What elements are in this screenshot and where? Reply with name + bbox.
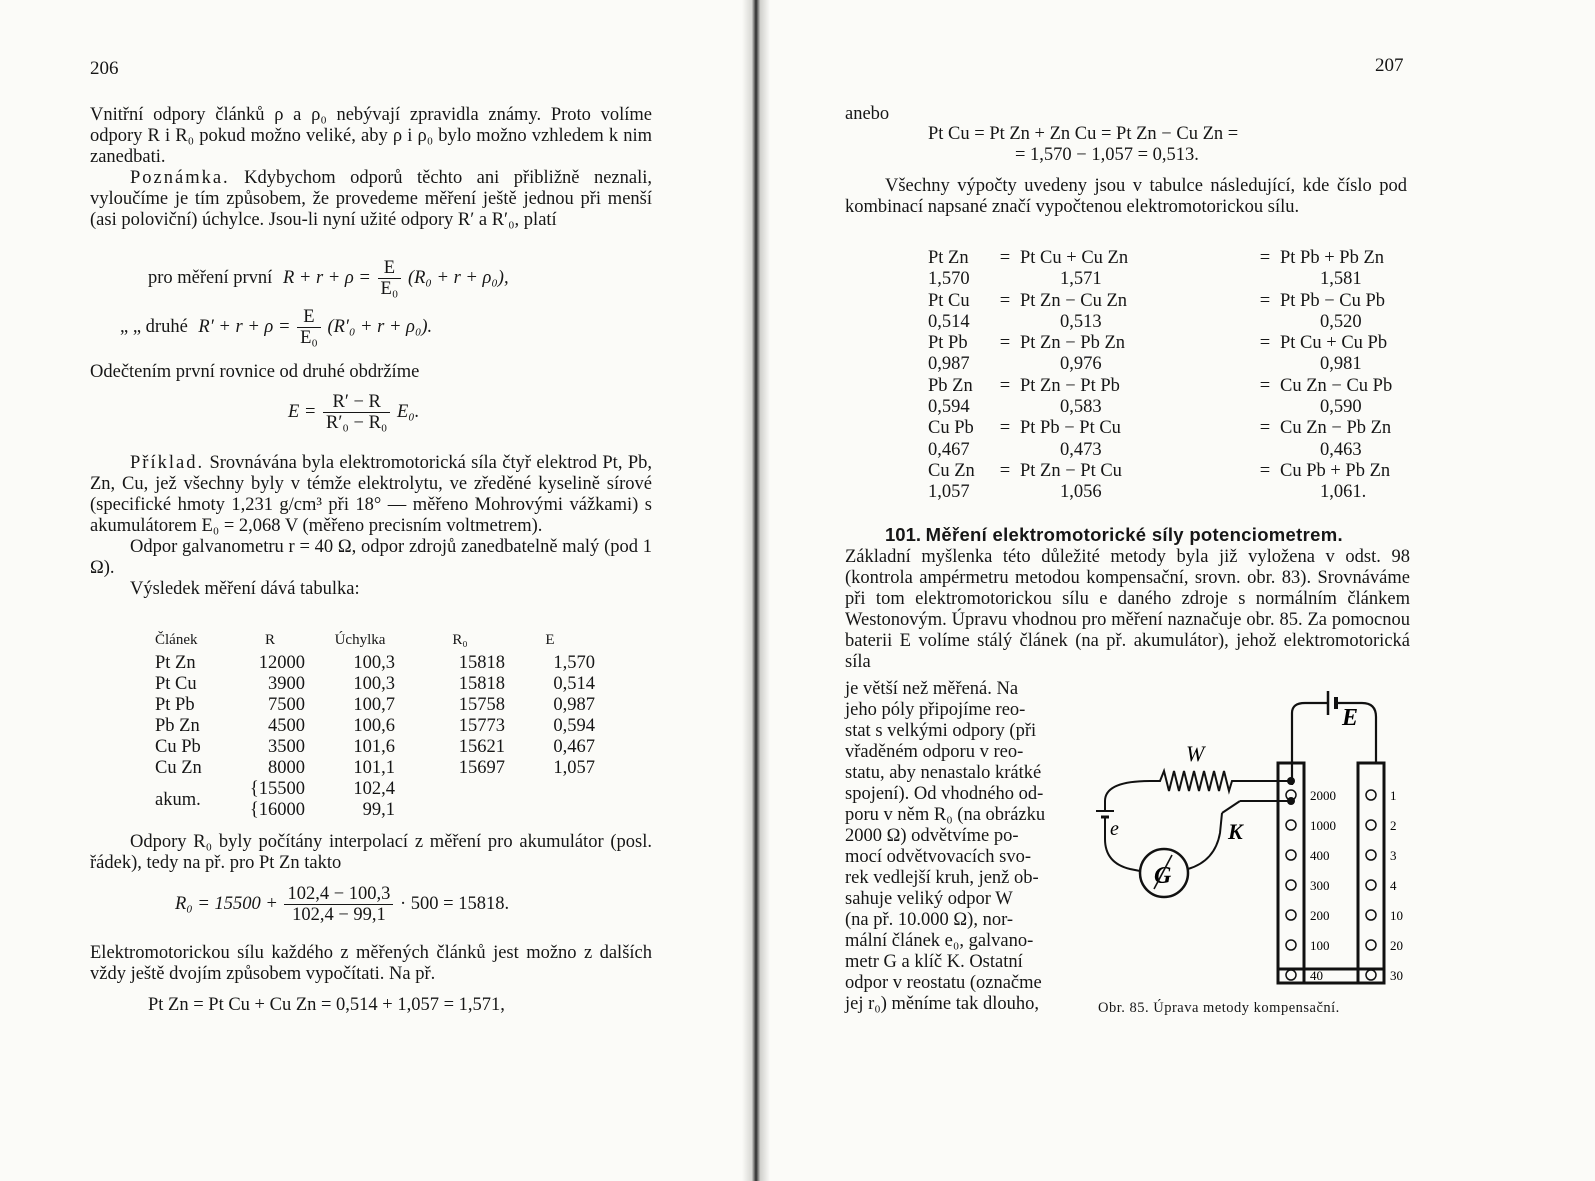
emf-equation-row: [928, 418, 1470, 439]
wrap-lines: [845, 679, 1095, 1015]
eq2-fraction: [297, 307, 321, 348]
header-cell: Článek: [155, 632, 198, 648]
emf-cell: =: [1259, 248, 1271, 268]
rheostat-stud-right: [1366, 940, 1376, 950]
wrap-text-line: stat s velkými odpory (při: [845, 721, 1037, 741]
left-intro-paragraph: [90, 105, 652, 231]
equation-ptzn: Pt Zn = Pt Cu + Cu Zn = 0,514 + 1,057 = 1,571,: [148, 995, 505, 1015]
emf-cell: Pt Pb: [928, 333, 968, 354]
rheostat-label-right: 30: [1390, 968, 1403, 983]
emf-value-row: [928, 440, 1470, 461]
rheostat-stud-right: [1366, 850, 1376, 860]
label-e: e: [1110, 818, 1119, 840]
rheostat-stud-right: [1366, 820, 1376, 830]
emf-cell: 0,594: [928, 397, 970, 418]
resistor-W: [1150, 771, 1290, 791]
header-cell: E: [545, 632, 555, 648]
example-paragraph: [90, 453, 652, 600]
table-cell: 15818: [458, 653, 505, 673]
emf-cell: =: [1259, 460, 1271, 481]
table-row: [155, 716, 595, 737]
rheostat-label-right: 20: [1390, 938, 1403, 953]
eq1-numerator: E: [378, 258, 402, 279]
table-cell: 15758: [458, 695, 505, 715]
eq1-fraction: [378, 258, 402, 299]
akum-label: akum.: [155, 789, 201, 810]
table-row: [155, 674, 595, 695]
rheostat-stud-right: [1366, 790, 1376, 800]
table-cell: 15773: [458, 716, 505, 736]
emf-cell: 1,571: [1060, 269, 1102, 290]
all-calc-paragraph: [845, 176, 1407, 218]
tap-point-2: [1287, 797, 1295, 805]
emf-equation-row: [928, 376, 1470, 397]
emf-value-row: [928, 354, 1470, 375]
emf-combination-table: [928, 248, 1470, 504]
wrap-text-column: [845, 679, 1095, 1015]
table-cell: 0,514: [553, 674, 595, 694]
emf-equation-row: [928, 333, 1470, 354]
emf-cell: 1,057: [928, 482, 970, 503]
measurement-table-header: [155, 632, 595, 653]
emf-cell: 0,467: [928, 439, 970, 460]
emf-cell: =: [999, 375, 1011, 396]
interpolation-text: Odpory R₀ byly počítány interpolací z měření pro akumulátor (posl. řádek), tedy na př. pro Pt Zn takto: [90, 832, 652, 873]
emf-cell: Pt Cu: [928, 290, 970, 311]
emf-cell: 0,520: [1320, 311, 1362, 332]
wrap-text-line: metr G a klíč K. Ostatní: [845, 952, 1023, 972]
table-cell: 15621: [458, 737, 505, 757]
table-cell: 15818: [458, 674, 505, 694]
emf-cell: Pt Zn − Pb Zn: [1020, 333, 1126, 354]
table-cell: 15697: [458, 758, 505, 778]
table-cell: 0,987: [553, 695, 595, 715]
emf-cell: 0,590: [1320, 397, 1362, 418]
eq2-lhs: R′ + r + ρ =: [198, 316, 291, 337]
emf-cell: 1,056: [1060, 482, 1102, 503]
table-cell: Pt Zn: [155, 653, 196, 673]
wrap-text-line: jeho póly připojíme reo-: [845, 700, 1026, 720]
rheostat-stud-left: [1286, 910, 1296, 920]
table-cell: Pt Cu: [155, 674, 197, 694]
emf-cell: 0,473: [1060, 439, 1102, 460]
emf-cell: Cu Zn − Cu Pb: [1280, 375, 1393, 396]
emf-cell: Pb Zn: [928, 375, 973, 396]
eq2-rhs: (R′₀ + r + ρ₀).: [327, 316, 433, 337]
table-cell: Pt Pb: [155, 695, 195, 715]
wrap-text-line: sahuje veliký odpor W: [845, 889, 1013, 909]
wrap-text-line: 2000 Ω) odvětvíme po-: [845, 826, 1019, 846]
emf-cell: Pt Pb − Cu Pb: [1280, 290, 1386, 311]
wrap-text-line: jej r₀) měníme tak dlouho,: [845, 994, 1039, 1014]
table-cell: 12000: [258, 653, 305, 673]
emf-cell: [990, 269, 1020, 290]
emf-cell: Pt Cu + Cu Pb: [1280, 333, 1388, 354]
figure-85-circuit: [1090, 683, 1420, 993]
wrap-text-line: poru v něm R₀ (na obrázku: [845, 805, 1046, 825]
emf-cell: 1,570: [928, 269, 970, 290]
measurement-table: [155, 632, 595, 821]
header-cell: R₀: [452, 632, 468, 648]
eq1-lhs: R + r + ρ =: [282, 267, 371, 288]
wrap-text-line: statu, aby nenastalo krátké: [845, 763, 1042, 783]
emf-cell: [990, 312, 1020, 333]
emf-cell: Pt Cu + Cu Zn: [1020, 248, 1129, 268]
table-cell: {15500: [249, 779, 305, 799]
eq4-numerator: 102,4 − 100,3: [284, 884, 393, 905]
equation-ptcu-line2: = 1,570 − 1,057 = 0,513.: [1015, 145, 1199, 165]
table-cell: 4500: [268, 716, 305, 736]
emf-cell: [990, 397, 1020, 418]
emf-cell: Cu Pb: [928, 418, 974, 439]
emf-cell: Cu Zn: [928, 460, 975, 481]
wrap-text-line: mální článek e₀, galvano-: [845, 931, 1034, 951]
emf-equation-row: [928, 461, 1470, 482]
emf-cell: 0,514: [928, 311, 970, 332]
eq2-denominator: E₀: [300, 328, 318, 348]
emf-cell: [1250, 482, 1280, 503]
table-row: [155, 758, 595, 779]
table-cell: 7500: [268, 695, 305, 715]
emf-cell: 0,463: [1320, 439, 1362, 460]
emf-cell: =: [999, 248, 1011, 268]
wrap-text-line: mocí odvětvovacích svo-: [845, 847, 1031, 867]
rheostat-stud-left: [1286, 850, 1296, 860]
emf-value-row: [928, 482, 1470, 503]
eq4-rhs: · 500 = 15818.: [400, 893, 510, 914]
label-E: E: [1342, 705, 1359, 731]
example-label: Příklad.: [130, 453, 205, 473]
section-101: [845, 524, 1410, 673]
tap-point-1: [1287, 777, 1295, 785]
emf-cell: Pt Zn − Pt Pb: [1020, 375, 1120, 396]
emf-cell: Pt Zn: [928, 248, 969, 268]
wrap-text-line: vřaděném odporu v reo-: [845, 742, 1024, 762]
emf-value-row: [928, 312, 1470, 333]
eq4-denominator: 102,4 − 99,1: [292, 905, 386, 925]
rheostat-label-left: 2000: [1310, 788, 1336, 803]
eq1-prefix: pro měření první: [148, 267, 273, 288]
table-cell: Cu Zn: [155, 758, 202, 778]
wrap-text-line: je větší než měřená. Na: [845, 679, 1019, 699]
eq3-numerator: R′ − R: [323, 392, 390, 413]
emf-table-body: [928, 248, 1470, 504]
interpolation-paragraph: [90, 832, 652, 874]
table-row: [155, 653, 595, 674]
table-cell: 100,3: [353, 674, 395, 694]
table-cell: 3500: [268, 737, 305, 757]
emf-cell: Pt Zn − Cu Zn: [1020, 290, 1128, 311]
rheostat-label-right: 4: [1390, 878, 1397, 893]
emf-cell: [1250, 397, 1280, 418]
wire-battery-left: [1292, 703, 1328, 785]
emf-cell: 1,581: [1320, 269, 1362, 290]
table-cell: 101,1: [353, 758, 395, 778]
subtract-line: [90, 362, 652, 383]
eq4-fraction: [284, 884, 393, 925]
galvanometer-text: Odpor galvanometru r = 40 Ω, odpor zdrojů zanedbatelně malý (pod 1 Ω).: [90, 537, 652, 578]
note-text: Kdybychom odporů těchto ani přibližně neznali, vyloučíme je tím způsobem, že provedeme měření ještě jednou při menší (asi poloviční) úchylce. Jsou-li nyní užité odpory R′ a R′₀, platí: [90, 168, 653, 230]
emf-cell: [1250, 269, 1280, 290]
emf-cell: Pt Pb + Pb Zn: [1280, 248, 1384, 268]
equation-ptcu-line1: Pt Cu = Pt Zn + Zn Cu = Pt Zn − Cu Zn =: [928, 124, 1239, 144]
rheostat-label-left: 400: [1310, 848, 1330, 863]
rheostat-label-left: 200: [1310, 908, 1330, 923]
label-W: W: [1186, 741, 1205, 766]
subtract-text: Odečtením první rovnice od druhé obdržíme: [90, 362, 420, 382]
table-cell: 102,4: [353, 779, 395, 799]
table-cell: 3900: [268, 674, 305, 694]
rheostat-label-right: 1: [1390, 788, 1397, 803]
table-row-akum: [155, 779, 595, 800]
table-cell: 100,3: [353, 653, 395, 673]
note-label: Poznámka.: [130, 168, 230, 188]
emf-cell: [990, 354, 1020, 375]
label-K: K: [1228, 819, 1243, 844]
rheostat-stud-left: [1286, 820, 1296, 830]
emf-cell: [1250, 354, 1280, 375]
emf-cell: 0,987: [928, 354, 970, 375]
emf-cell: Pt Zn − Pt Cu: [1020, 460, 1122, 481]
anebo-text: anebo: [845, 104, 890, 124]
eq1-denominator: E₀: [380, 279, 399, 299]
emf-cell: =: [999, 418, 1011, 439]
table-cell: 99,1: [362, 800, 395, 820]
emf-cell: =: [1259, 333, 1271, 354]
rheostat-stud-right: [1366, 970, 1376, 980]
wire-G-to-K: [1188, 813, 1222, 869]
emf-equation-row: [928, 291, 1470, 312]
rheostat-stud-right: [1366, 910, 1376, 920]
emf-cell: 0,583: [1060, 397, 1102, 418]
rheostat-stud-right: [1366, 880, 1376, 890]
table-cell: 0,467: [553, 737, 595, 757]
emf-cell: Cu Pb + Pb Zn: [1280, 460, 1391, 481]
table-cell: 100,7: [353, 695, 395, 715]
emf-cell: [990, 482, 1020, 503]
eq4-lhs: R₀ = 15500 +: [175, 893, 278, 914]
emf-cell: =: [999, 290, 1011, 311]
rheostat-label-right: 3: [1390, 848, 1397, 863]
table-cell: 1,057: [553, 758, 595, 778]
eq3-rhs: E₀.: [396, 401, 420, 422]
wrap-text-line: spojení). Od vhodného od-: [845, 784, 1044, 804]
key-K-lever: [1222, 801, 1240, 813]
emf-cell: [1250, 312, 1280, 333]
eq2-prefix: „ „ druhé: [120, 316, 188, 337]
table-row: [155, 737, 595, 758]
rheostat-label-right: 2: [1390, 818, 1397, 833]
figure-caption: Obr. 85. Úprava metody kompensační.: [1098, 1000, 1340, 1016]
label-G: G: [1154, 863, 1172, 889]
emf-value-row: [928, 269, 1470, 290]
emf-paragraph: [90, 943, 652, 985]
table-cell: Cu Pb: [155, 737, 201, 757]
equation-interpolation: [175, 884, 509, 925]
eq3-denominator: R′₀ − R₀: [326, 413, 388, 433]
rheostat-label-left: 300: [1310, 878, 1330, 893]
example-text: Srovnávána byla elektromotorická síla čtyř elektrod Pt, Pb, Zn, Cu, jež všechny byly v témže elektrolytu, ve zředěné kyselině sírové (specifické hmoty 1,231 g/cm³ při 18° — měřeno Mohrovými vážkami) s akumulátorem E₀ = 2,068 V (měřeno precisním voltmetrem).: [90, 453, 652, 536]
rheostat-label-left: 40: [1310, 968, 1323, 983]
emf-cell: =: [1259, 375, 1271, 396]
emf-cell: =: [999, 460, 1011, 481]
emf-cell: =: [1259, 290, 1271, 311]
equation-result: [288, 392, 419, 433]
table-row: [155, 695, 595, 716]
example-text-block: [90, 453, 652, 537]
left-page-number: 206: [90, 58, 119, 79]
emf-text: Elektromotorickou sílu každého z měřených článků jest možno z dalších vždy ještě dvojím způsobem vypočítati. Na př.: [90, 943, 652, 984]
wrap-text-line: (na př. 10.000 Ω), nor-: [845, 910, 1014, 930]
rheostat-label-right: 10: [1390, 908, 1403, 923]
note-paragraph: [90, 168, 652, 231]
emf-cell: Pt Pb − Pt Cu: [1020, 418, 1121, 439]
eq3-fraction: [323, 392, 390, 433]
all-calc-text: Všechny výpočty uvedeny jsou v tabulce následující, kde číslo pod kombinací napsané značí vypočtenou elektromotorickou sílu.: [845, 176, 1407, 217]
right-page-number: 207: [1375, 55, 1404, 76]
table-cell: 8000: [268, 758, 305, 778]
section-heading: [845, 524, 1410, 547]
emf-cell: [1250, 440, 1280, 461]
section-text: Základní myšlenka této důležité metody byla již vyložena v odst. 98 (kontrola ampérmetru metodou kompensační, srovn. obr. 83). Srovnáváme při tom elektromotorickou sílu e daného zdroje s normálním článkem Westonovým. Úpravu vhodnou pro měření naznačuje obr. 85. Za pomocnou baterii E volíme stálý článek (na př. akumulátor), jehož elektromotorická síla: [845, 547, 1410, 672]
rheostat-label-left: 100: [1310, 938, 1330, 953]
wrap-text-line: rek vedlejší kruh, jenž ob-: [845, 868, 1039, 888]
book-gutter: [742, 0, 770, 1181]
result-text: Výsledek měření dává tabulka:: [130, 579, 360, 599]
rheostat-label-left: 1000: [1310, 818, 1336, 833]
emf-cell: 0,513: [1060, 311, 1102, 332]
header-cell: R: [264, 632, 275, 648]
emf-value-row: [928, 397, 1470, 418]
emf-cell: 1,061.: [1320, 482, 1367, 503]
rheostat-stud-left: [1286, 880, 1296, 890]
section-number: 101.: [885, 524, 922, 545]
paragraph-internal-resistance: Vnitřní odpory článků ρ a ρ₀ nebývají zpravidla známy. Proto volíme odpory R i R₀ pokud možno veliké, aby ρ i ρ₀ bylo možno vzhledem k nim zanedbati.: [90, 105, 652, 167]
table-cell: Pb Zn: [155, 716, 200, 736]
table-cell: 0,594: [553, 716, 595, 736]
emf-cell: 0,981: [1320, 354, 1362, 375]
rheostat-stud-left: [1286, 940, 1296, 950]
emf-cell: Cu Zn − Pb Zn: [1280, 418, 1392, 439]
equation-first-measurement: [148, 258, 509, 299]
wire-W-left: [1105, 781, 1150, 811]
table-cell: {16000: [249, 800, 305, 820]
eq1-rhs: (R₀ + r + ρ₀),: [407, 267, 509, 288]
emf-cell: 0,976: [1060, 354, 1102, 375]
eq2-numerator: E: [297, 307, 321, 328]
eq3-lhs: E =: [288, 401, 317, 422]
section-title: Měření elektromotorické síly potenciometrem.: [925, 524, 1343, 545]
table-cell: 100,6: [353, 716, 395, 736]
wrap-text-line: odpor v reostatu (označme: [845, 973, 1042, 993]
table-cell: 101,6: [353, 737, 395, 757]
rheostat-stud-left: [1286, 970, 1296, 980]
table-cell: 1,570: [553, 653, 595, 673]
emf-cell: [990, 440, 1020, 461]
equation-second-measurement: [120, 307, 432, 348]
emf-cell: =: [1259, 418, 1271, 439]
emf-equation-row: [928, 248, 1470, 269]
header-cell: Úchylka: [334, 632, 386, 648]
emf-cell: =: [999, 333, 1011, 354]
